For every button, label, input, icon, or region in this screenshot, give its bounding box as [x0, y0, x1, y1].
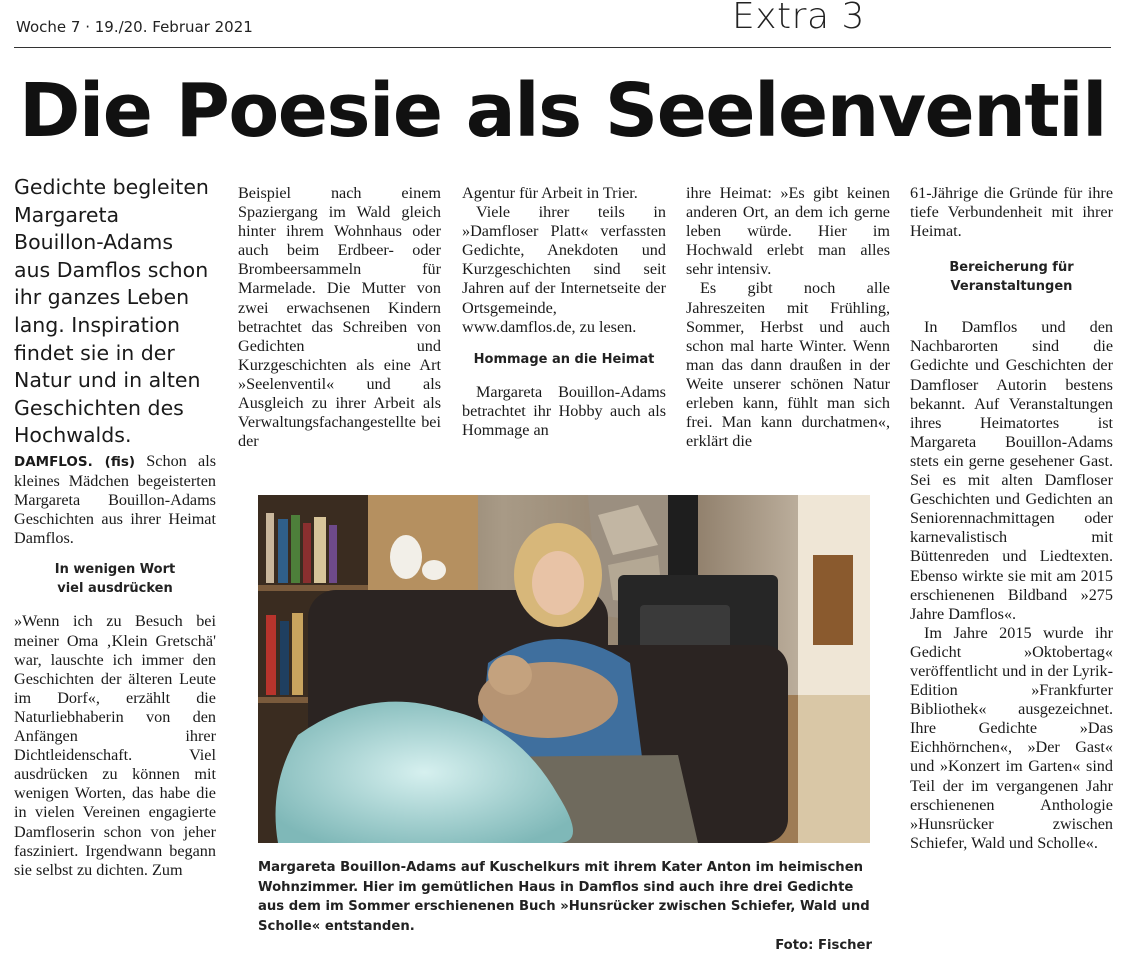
body-paragraph: Beispiel nach einem Spaziergang im Wald gleich hinter ihrem Wohnhaus oder auch beim Erdbeer- oder Brombeersammeln für Marmelade. Die Mutter von zwei erwachsenen Kindern betrachtet das Schreiben von Gedichten und Kurzgeschichten als eine Art »Seelenventil« und als Ausgleich zu ihrer Arbeit als Verwaltungsfachangestellte bei der [238, 184, 441, 451]
section-title: Extra 3 [732, 0, 865, 37]
subhead-hommage: Hommage an die Heimat [473, 351, 655, 367]
body-paragraph: In Damflos und den Nachbarorten sind die Gedichte und Geschichten der Damfloser Autorin bestens bekannt. Auf Veranstaltungen ihres Heimatortes ist Margareta Bouillon-Adams stets ein gerne gesehener Gast. Sei es mit alten Damfloser Geschichten und Gedichten an Seniorennachmittagen oder karnevalistisch mit Büttenreden und Liedtexten. Ebenso wirkte sie mit am 2015 erschienenen Bildband »275 Jahre Damflos«. [910, 318, 1113, 623]
intro-paragraph: DAMFLOS. (fis) Schon als kleines Mädchen begeisterten Margareta Bouillon-Adams Geschichten aus ihrer Heimat Damflos. [14, 452, 216, 548]
issue-date: Woche 7 · 19./20. Februar 2021 [16, 18, 253, 36]
column-1 [14, 452, 216, 880]
column-2 [238, 184, 441, 451]
body-paragraph: Es gibt noch alle Jahreszeiten mit Frühling, Sommer, Herbst und auch schon mal harte Winter. Wenn man das dann draußen in der Weite unserer schönen Natur erleben kann, fühlt man sich frei. Man kann durchatmen«, erklärt die [686, 279, 890, 451]
photo-caption [258, 858, 872, 956]
page-header [14, 0, 1111, 48]
caption-text: Margareta Bouillon-Adams auf Kuschelkurs mit ihrem Kater Anton im heimischen Wohnzimmer. Hier im gemütlichen Haus in Damflos sind auch ihre drei Gedichte aus dem im Sommer erschienenen Buch »Hunsrücker zwischen Schiefer, Wald und Scholle« entstanden. [258, 860, 870, 934]
column-4 [686, 184, 890, 451]
photo-credit: Foto: Fischer [775, 938, 872, 953]
body-paragraph: Im Jahre 2015 wurde ihr Gedicht »Oktobertag« veröffentlicht und in der Lyrik-Edition »Frankfurter Bibliothek« ausgezeichnet. Ihre Gedichte »Das Eichhörnchen«, »Der Gast« und »Konzert im Garten« sind Teil der im vergangenen Jahr erschienenen Anthologie »Hunsrücker zwischen Schiefer, Wald und Scholle«. [910, 623, 1113, 852]
photo-illustration [258, 495, 870, 843]
dateline: DAMFLOS. (fis) [14, 454, 136, 470]
lead-paragraph: Gedichte begleiten Margareta Bouillon-Adams aus Damflos schon ihr ganzes Leben lang. Inspiration findet sie in der Natur und in alten Geschichten des Hochwalds. [14, 175, 209, 448]
body-paragraph: Viele ihrer teils in »Damfloser Platt« verfassten Gedichte, Anekdoten und Kurzgeschichten sind seit Jahren auf der Internetseite der Ortsgemeinde, www.damflos.de, zu lesen. [462, 203, 666, 336]
article-photo [258, 495, 870, 843]
body-paragraph: Margareta Bouillon-Adams betrachtet ihr Hobby auch als Hommage an [462, 382, 666, 439]
body-paragraph: ihre Heimat: »Es gibt keinen anderen Ort, an dem ich gerne leben würde. Hier im Hochwald erlebt man alles sehr intensiv. [686, 184, 890, 279]
column-5 [910, 184, 1113, 853]
body-paragraph: »Wenn ich zu Besuch bei meiner Oma ‚Klein Gretschä' war, lauschte ich immer den Geschichten der älteren Leute im Dorf«, erzählt die Naturliebhaberin von den Anfängen ihrer Dichtleidenschaft. Viel ausdrücken zu können mit wenigen Worten, das habe die in vielen Vereinen engagierte Damfloserin schon von jeher fasziniert. Irgendwann begann sie selbst zu dichten. Zum [14, 612, 216, 879]
subhead-wenigen-wort: In wenigen Wort viel ausdrücken [54, 562, 176, 597]
body-paragraph: 61-Jährige die Gründe für ihre tiefe Verbundenheit mit ihrer Heimat. [910, 184, 1113, 241]
headline: Die Poesie als Seelenventil [18, 68, 1107, 154]
subhead-bereicherung: Bereicherung für Veranstaltungen [949, 260, 1074, 295]
body-paragraph: Agentur für Arbeit in Trier. [462, 184, 638, 202]
column-3 [462, 184, 666, 440]
